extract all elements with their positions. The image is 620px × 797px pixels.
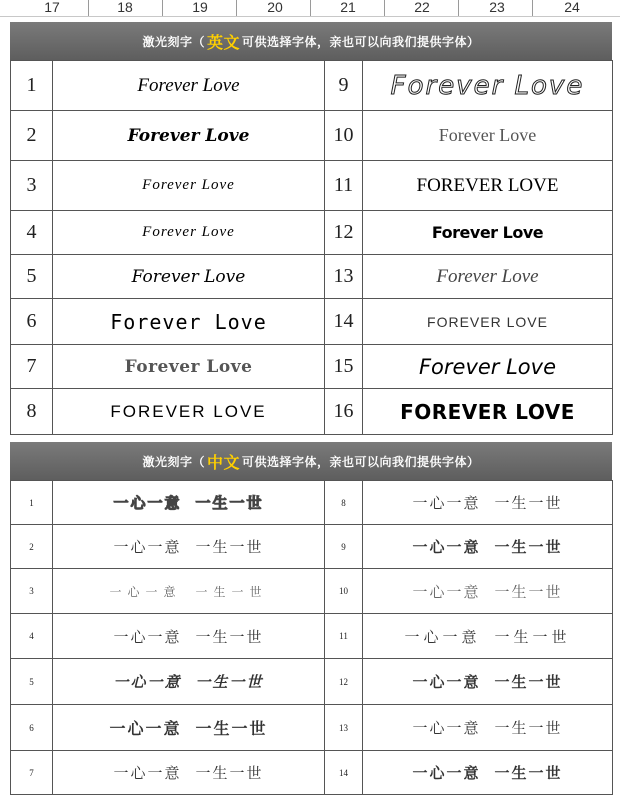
sample-part: 一心一意 xyxy=(412,764,481,782)
font-number: 13 xyxy=(325,705,363,751)
sample-part: 一心一意 xyxy=(113,494,182,512)
sample-part: 一生一世 xyxy=(195,627,264,646)
table-row xyxy=(11,389,613,435)
font-sample[interactable]: Forever Love xyxy=(363,111,613,161)
sample-part: 一心一意 xyxy=(113,673,182,691)
font-sample[interactable] xyxy=(53,659,325,705)
table-row xyxy=(11,705,613,751)
font-sample[interactable] xyxy=(53,525,325,569)
font-sample[interactable] xyxy=(53,705,325,751)
sample-part: 一心一意 xyxy=(412,719,481,737)
font-number: 5 xyxy=(11,255,53,299)
font-number: 10 xyxy=(325,569,363,614)
table-row xyxy=(11,299,613,345)
sample-part: 一生一世 xyxy=(494,627,571,646)
font-number: 4 xyxy=(11,614,53,659)
sample-part: 一生一世 xyxy=(494,538,563,556)
ruler-number: 22 xyxy=(414,0,430,15)
header-suffix: 可供选择字体，亲也可以向我们提供字体） xyxy=(242,454,480,469)
font-sample[interactable] xyxy=(363,705,613,751)
sample-part: 一生一世 xyxy=(494,494,563,512)
font-number: 12 xyxy=(325,659,363,705)
font-sample[interactable] xyxy=(363,614,613,659)
font-number: 5 xyxy=(11,659,53,705)
header-highlight: 中文 xyxy=(206,452,240,472)
sample-part: 一生一世 xyxy=(494,673,563,691)
header-prefix: 激光刻字（ xyxy=(142,454,205,469)
chinese-font-table xyxy=(10,480,613,795)
font-number: 9 xyxy=(325,61,363,111)
table-row xyxy=(11,255,613,299)
chinese-font-panel xyxy=(10,442,612,795)
sample-part: 一心一意 xyxy=(113,764,182,782)
sample-part: 一生一世 xyxy=(494,582,563,601)
font-sample[interactable]: Forever Love xyxy=(53,61,325,111)
font-sample[interactable] xyxy=(363,569,613,614)
table-row xyxy=(11,345,613,389)
font-sample[interactable]: FOREVER LOVE xyxy=(363,299,613,345)
ruler xyxy=(0,0,620,17)
ruler-number: 24 xyxy=(564,0,580,15)
table-row xyxy=(11,161,613,211)
font-number: 11 xyxy=(325,614,363,659)
font-sample[interactable] xyxy=(363,481,613,525)
table-row xyxy=(11,659,613,705)
font-number: 8 xyxy=(11,389,53,435)
sample-part: 一心一意 xyxy=(412,582,481,601)
ruler-number: 21 xyxy=(340,0,356,15)
sample-part: 一心一意 xyxy=(109,584,182,599)
english-font-panel xyxy=(10,22,612,435)
sample-part: 一生一世 xyxy=(195,764,264,782)
font-sample[interactable]: Forever Love xyxy=(53,211,325,255)
sample-part: 一心一意 xyxy=(412,494,481,512)
font-number: 14 xyxy=(325,751,363,795)
font-number: 1 xyxy=(11,481,53,525)
ruler-tick xyxy=(88,0,89,16)
font-sample[interactable]: Forever Love xyxy=(53,299,325,345)
sample-part: 一心一意 xyxy=(412,538,481,556)
font-sample[interactable]: FOREVER LOVE xyxy=(363,389,613,435)
table-row xyxy=(11,481,613,525)
font-number: 3 xyxy=(11,161,53,211)
font-number: 10 xyxy=(325,111,363,161)
font-sample[interactable]: Forever Love xyxy=(53,161,325,211)
font-sample[interactable] xyxy=(363,751,613,795)
header-suffix: 可供选择字体，亲也可以向我们提供字体） xyxy=(242,34,480,49)
font-sample[interactable] xyxy=(53,569,325,614)
ruler-tick xyxy=(236,0,237,16)
font-number: 6 xyxy=(11,705,53,751)
sample-part: 一生一世 xyxy=(494,764,563,782)
font-sample[interactable]: Forever Love xyxy=(363,345,613,389)
font-number: 7 xyxy=(11,345,53,389)
ruler-tick xyxy=(532,0,533,16)
font-number: 13 xyxy=(325,255,363,299)
font-sample[interactable] xyxy=(53,751,325,795)
sample-part: 一生一世 xyxy=(195,719,268,738)
table-row xyxy=(11,61,613,111)
table-row xyxy=(11,751,613,795)
font-number: 16 xyxy=(325,389,363,435)
english-font-table xyxy=(10,60,613,435)
ruler-number: 23 xyxy=(489,0,505,15)
sample-part: 一心一意 xyxy=(412,673,481,691)
ruler-tick xyxy=(310,0,311,16)
font-sample[interactable]: Forever Love xyxy=(53,255,325,299)
ruler-tick xyxy=(162,0,163,16)
sample-part: 一生一世 xyxy=(494,719,563,737)
table-row xyxy=(11,569,613,614)
header-highlight: 英文 xyxy=(206,32,240,52)
font-number: 11 xyxy=(325,161,363,211)
font-number: 7 xyxy=(11,751,53,795)
font-sample[interactable]: FOREVER LOVE xyxy=(53,389,325,435)
font-number: 3 xyxy=(11,569,53,614)
sample-part: 一心一意 xyxy=(404,627,481,646)
font-sample[interactable] xyxy=(53,614,325,659)
font-sample[interactable]: Forever Love xyxy=(363,61,613,111)
font-number: 14 xyxy=(325,299,363,345)
ruler-number: 18 xyxy=(117,0,133,15)
table-row xyxy=(11,111,613,161)
ruler-number: 19 xyxy=(192,0,208,15)
sample-part: 一生一世 xyxy=(195,673,264,691)
font-sample[interactable] xyxy=(363,659,613,705)
sample-part: 一生一世 xyxy=(195,584,268,599)
font-sample[interactable]: FOREVER LOVE xyxy=(363,161,613,211)
ruler-number: 17 xyxy=(44,0,60,15)
ruler-tick xyxy=(458,0,459,16)
english-panel-header xyxy=(10,22,612,60)
ruler-tick xyxy=(384,0,385,16)
font-sample[interactable]: Forever Love xyxy=(53,345,325,389)
table-row xyxy=(11,211,613,255)
table-row xyxy=(11,614,613,659)
sample-part: 一心一意 xyxy=(109,719,182,738)
font-sample[interactable]: Forever Love xyxy=(363,255,613,299)
chinese-panel-header xyxy=(10,442,612,480)
sample-part: 一生一世 xyxy=(195,494,264,512)
sample-part: 一生一世 xyxy=(195,538,264,556)
sample-part: 一心一意 xyxy=(113,627,182,646)
font-sample[interactable] xyxy=(53,481,325,525)
font-sample[interactable]: Forever Love xyxy=(363,211,613,255)
ruler-number: 20 xyxy=(267,0,283,15)
table-row xyxy=(11,525,613,569)
font-number: 1 xyxy=(11,61,53,111)
font-number: 4 xyxy=(11,211,53,255)
font-number: 15 xyxy=(325,345,363,389)
font-sample[interactable]: Forever Love xyxy=(53,111,325,161)
font-number: 2 xyxy=(11,525,53,569)
font-number: 8 xyxy=(325,481,363,525)
font-number: 9 xyxy=(325,525,363,569)
font-number: 2 xyxy=(11,111,53,161)
sample-part: 一心一意 xyxy=(113,538,182,556)
font-number: 6 xyxy=(11,299,53,345)
font-number: 12 xyxy=(325,211,363,255)
font-sample[interactable] xyxy=(363,525,613,569)
header-prefix: 激光刻字（ xyxy=(142,34,205,49)
